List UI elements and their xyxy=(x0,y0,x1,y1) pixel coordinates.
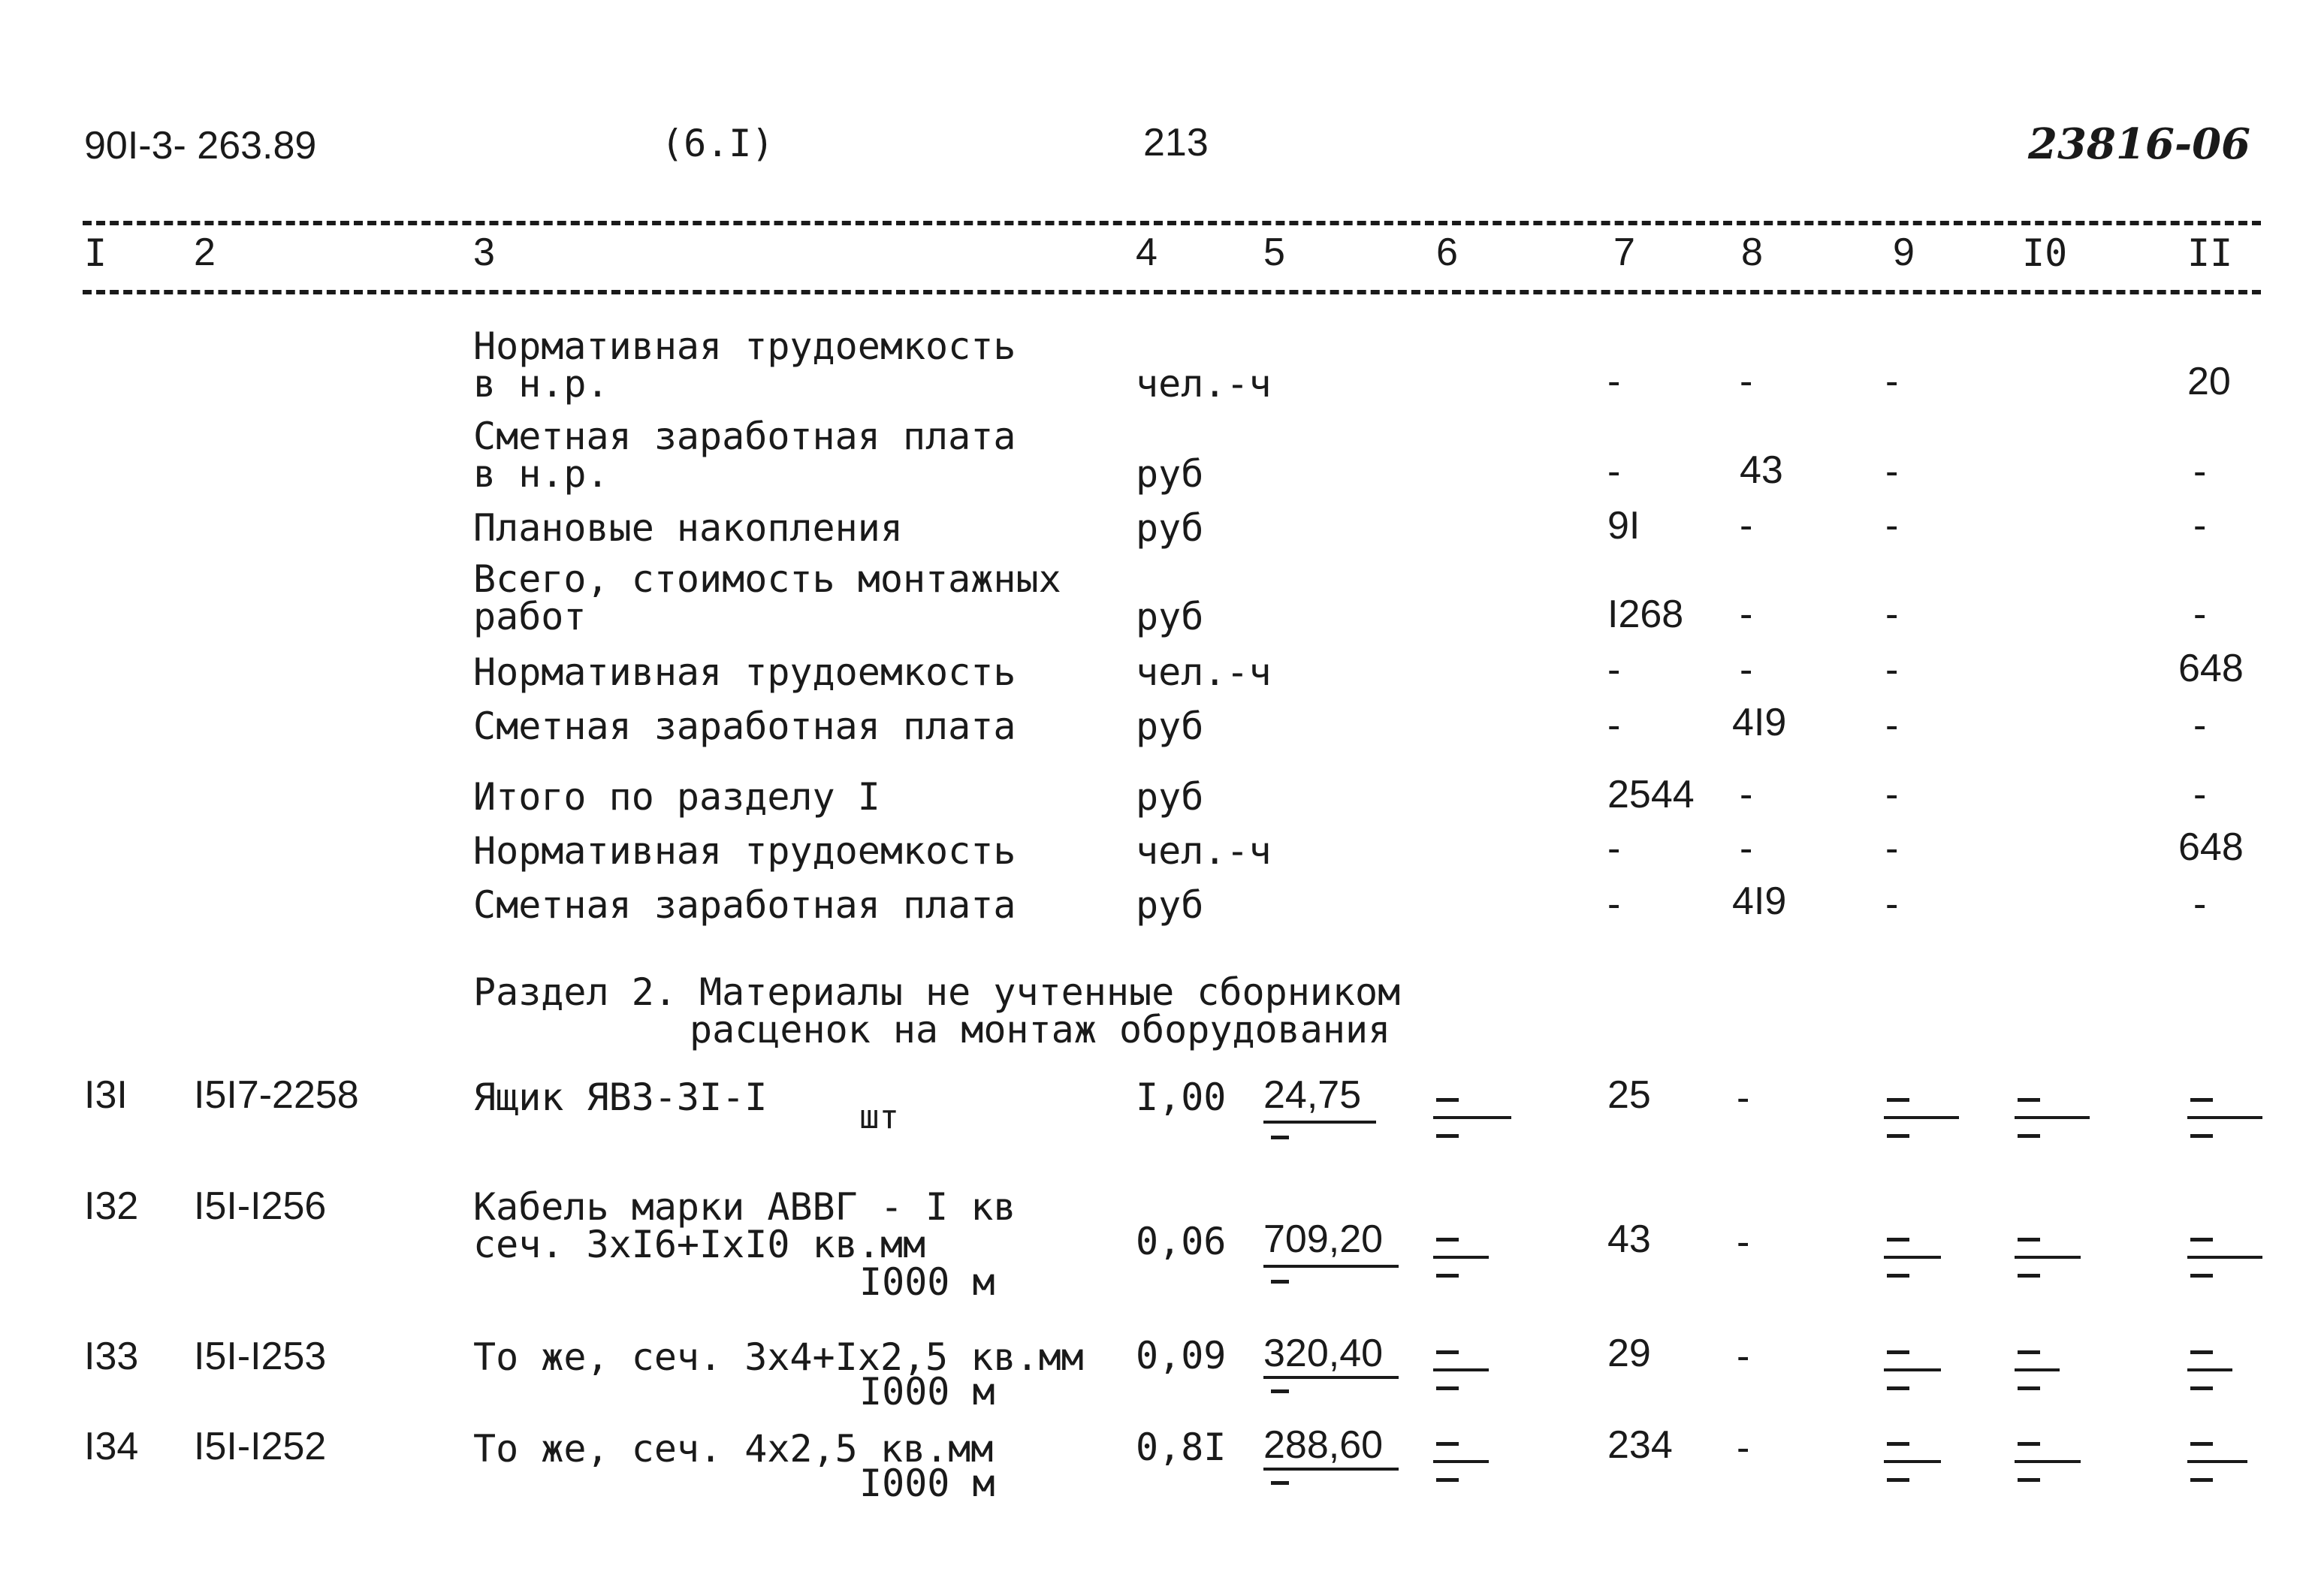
row-col7: 2544 xyxy=(1607,773,1695,816)
item-code: I5I7-2258 xyxy=(194,1073,359,1117)
item-name-line1: Кабель марки АВВГ - I кв xyxy=(473,1185,1016,1229)
column-header-8: 8 xyxy=(1741,231,1763,274)
row-col8: 43 xyxy=(1740,448,1783,492)
row-name-line1: Нормативная трудоемкость xyxy=(473,324,1016,368)
item-unit: I000 м xyxy=(859,1462,995,1505)
column-header-2: 2 xyxy=(194,231,216,274)
row-name: Нормативная трудоемкость xyxy=(473,650,1016,694)
item-total: 25 xyxy=(1607,1073,1651,1117)
fraction-dash xyxy=(1436,1350,1459,1354)
fraction-line xyxy=(1433,1460,1489,1463)
row-col9: - xyxy=(1885,648,1899,692)
row-col9: - xyxy=(1885,882,1899,926)
fraction-line xyxy=(2187,1460,2247,1463)
column-header-9: 9 xyxy=(1893,231,1915,274)
item-total: 234 xyxy=(1607,1423,1673,1467)
section-reference: (6.I) xyxy=(661,122,774,165)
row-col9: - xyxy=(1885,504,1899,548)
item-quantity: 0,09 xyxy=(1136,1334,1227,1377)
price-underline xyxy=(1263,1468,1399,1471)
fraction-dash xyxy=(1436,1478,1459,1482)
row-col7: - xyxy=(1607,704,1621,747)
fraction-line xyxy=(1433,1368,1489,1371)
fraction-line xyxy=(1884,1256,1941,1259)
fraction-line xyxy=(2015,1256,2081,1259)
row-unit: руб xyxy=(1136,452,1204,496)
fraction-dash xyxy=(1887,1386,1909,1390)
item-number: I3I xyxy=(84,1073,128,1117)
fraction-line xyxy=(1884,1116,1959,1119)
item-unit-price: 320,40 xyxy=(1263,1332,1384,1375)
fraction-dash xyxy=(1436,1134,1459,1138)
item-code: I5I-I252 xyxy=(194,1425,327,1468)
row-col11: - xyxy=(2193,593,2207,636)
row-col9: - xyxy=(1885,593,1899,636)
column-header-6: 6 xyxy=(1436,231,1458,274)
fraction-dash xyxy=(1887,1134,1909,1138)
row-col11: 20 xyxy=(2187,360,2231,403)
fraction-dash xyxy=(2190,1442,2213,1446)
item-unit-price: 288,60 xyxy=(1263,1423,1384,1467)
column-header-3: 3 xyxy=(473,231,495,274)
row-col7: - xyxy=(1607,882,1621,926)
fraction-dash xyxy=(2190,1238,2213,1242)
row-col9: - xyxy=(1885,827,1899,870)
column-header-10: I0 xyxy=(2022,231,2068,275)
fraction-dash xyxy=(1887,1442,1909,1446)
item-col8: - xyxy=(1737,1220,1750,1264)
row-col7: - xyxy=(1607,360,1621,403)
fraction-dash xyxy=(2190,1386,2213,1390)
row-col8: - xyxy=(1740,593,1753,636)
row-col9: - xyxy=(1885,360,1899,403)
price-sub-dash xyxy=(1271,1136,1289,1139)
row-unit: руб xyxy=(1136,775,1204,819)
row-name: Плановые накопления xyxy=(473,506,903,550)
fraction-dash xyxy=(1887,1350,1909,1354)
row-col9: - xyxy=(1885,773,1899,816)
row-unit: руб xyxy=(1136,883,1204,927)
section-total-label: Итого по разделу I xyxy=(473,775,880,819)
column-header-5: 5 xyxy=(1263,231,1285,274)
fraction-dash xyxy=(2018,1274,2040,1278)
fraction-line xyxy=(2015,1460,2081,1463)
row-col7: - xyxy=(1607,450,1621,493)
row-name-line1: Сметная заработная плата xyxy=(473,415,1016,458)
item-unit: I000 м xyxy=(859,1260,995,1304)
row-col11: - xyxy=(2193,450,2207,493)
item-unit-price: 709,20 xyxy=(1263,1217,1384,1261)
row-name-line2: работ xyxy=(473,595,587,638)
item-number: I34 xyxy=(84,1425,139,1468)
item-total: 43 xyxy=(1607,1217,1651,1261)
item-code: I5I-I256 xyxy=(194,1184,327,1228)
fraction-dash xyxy=(2018,1386,2040,1390)
row-name-line2: в н.р. xyxy=(473,362,609,406)
fraction-dash xyxy=(1436,1442,1459,1446)
column-header-7: 7 xyxy=(1613,231,1635,274)
item-name: То же, сеч. 4х2,5 кв.мм xyxy=(473,1427,994,1471)
archive-stamp-number: 23816-06 xyxy=(2028,119,2250,169)
row-col7: 9I xyxy=(1607,504,1640,548)
row-col8: - xyxy=(1740,360,1753,403)
row-unit: чел.-ч xyxy=(1136,362,1272,406)
fraction-dash xyxy=(2190,1274,2213,1278)
price-sub-dash xyxy=(1271,1280,1289,1284)
row-col8: - xyxy=(1740,648,1753,692)
row-unit: чел.-ч xyxy=(1136,829,1272,873)
row-name: Сметная заработная плата xyxy=(473,883,1016,927)
item-col8: - xyxy=(1737,1076,1750,1120)
fraction-dash xyxy=(2018,1478,2040,1482)
item-unit-price: 24,75 xyxy=(1263,1073,1362,1117)
fraction-dash xyxy=(1436,1386,1459,1390)
item-name: То же, сеч. 3х4+Iх2,5 кв.мм xyxy=(473,1335,1084,1379)
fraction-line xyxy=(1884,1460,1941,1463)
item-unit: I000 м xyxy=(859,1370,995,1413)
column-header-1: I xyxy=(84,231,107,275)
fraction-dash xyxy=(1887,1238,1909,1242)
section-heading-line1: Раздел 2. Материалы не учтенные сборником xyxy=(473,970,1401,1014)
fraction-dash xyxy=(2018,1350,2040,1354)
row-col9: - xyxy=(1885,450,1899,493)
row-name-line2: в н.р. xyxy=(473,452,609,496)
price-underline xyxy=(1263,1265,1399,1268)
fraction-line xyxy=(2015,1368,2060,1371)
row-name-line1: Всего, стоимость монтажных xyxy=(473,557,1061,601)
row-col8: - xyxy=(1740,773,1753,816)
row-unit: руб xyxy=(1136,704,1204,748)
fraction-dash xyxy=(1887,1098,1909,1102)
page-number: 213 xyxy=(1143,121,1209,164)
row-col8: - xyxy=(1740,504,1753,548)
fraction-line xyxy=(1884,1368,1941,1371)
item-quantity: 0,06 xyxy=(1136,1220,1227,1263)
row-name: Нормативная трудоемкость xyxy=(473,829,1016,873)
item-name: Ящик ЯВЗ-3I-I xyxy=(473,1076,768,1119)
item-name-line2: сеч. 3хI6+IхI0 кв.мм xyxy=(473,1223,926,1266)
column-header-4: 4 xyxy=(1136,231,1158,274)
fraction-line xyxy=(2015,1116,2090,1119)
fraction-dash xyxy=(1436,1274,1459,1278)
item-quantity: I,00 xyxy=(1136,1076,1227,1119)
item-number: I33 xyxy=(84,1335,139,1378)
row-col8: - xyxy=(1740,827,1753,870)
fraction-dash xyxy=(2018,1134,2040,1138)
item-unit: шт xyxy=(859,1098,899,1136)
item-code: I5I-I253 xyxy=(194,1335,327,1378)
fraction-dash xyxy=(1887,1478,1909,1482)
item-quantity: 0,8I xyxy=(1136,1426,1227,1469)
row-col11: - xyxy=(2193,504,2207,548)
row-col11: - xyxy=(2193,773,2207,816)
fraction-dash xyxy=(2190,1098,2213,1102)
fraction-dash xyxy=(2190,1478,2213,1482)
price-underline xyxy=(1263,1121,1376,1124)
price-underline xyxy=(1263,1376,1399,1379)
fraction-dash xyxy=(2018,1098,2040,1102)
price-sub-dash xyxy=(1271,1389,1289,1393)
fraction-dash xyxy=(2190,1350,2213,1354)
row-col8: 4I9 xyxy=(1732,879,1787,923)
row-unit: чел.-ч xyxy=(1136,650,1272,694)
item-total: 29 xyxy=(1607,1332,1651,1375)
row-unit: руб xyxy=(1136,595,1204,638)
fraction-line xyxy=(1433,1116,1511,1119)
price-sub-dash xyxy=(1271,1481,1289,1485)
header-top-rule xyxy=(83,221,2261,225)
fraction-dash xyxy=(2190,1134,2213,1138)
row-col11: - xyxy=(2193,882,2207,926)
row-col9: - xyxy=(1885,704,1899,747)
item-col8: - xyxy=(1737,1426,1750,1470)
row-unit: руб xyxy=(1136,506,1204,550)
fraction-dash xyxy=(1436,1098,1459,1102)
item-number: I32 xyxy=(84,1184,139,1228)
fraction-dash xyxy=(2018,1442,2040,1446)
fraction-dash xyxy=(1887,1274,1909,1278)
header-bottom-rule xyxy=(83,290,2261,294)
row-col7: - xyxy=(1607,827,1621,870)
document-code: 90I-3- 263.89 xyxy=(84,124,317,167)
row-col11: - xyxy=(2193,704,2207,747)
column-header-11: II xyxy=(2187,231,2233,275)
row-col11: 648 xyxy=(2178,647,2244,690)
row-name: Сметная заработная плата xyxy=(473,704,1016,748)
fraction-dash xyxy=(1436,1238,1459,1242)
row-col7: - xyxy=(1607,648,1621,692)
row-col8: 4I9 xyxy=(1732,701,1787,744)
item-col8: - xyxy=(1737,1335,1750,1378)
fraction-line xyxy=(1433,1256,1489,1259)
row-col11: 648 xyxy=(2178,825,2244,869)
fraction-dash xyxy=(2018,1238,2040,1242)
fraction-line xyxy=(2187,1368,2232,1371)
row-col7: I268 xyxy=(1607,593,1684,636)
section-heading-line2: расценок на монтаж оборудования xyxy=(690,1008,1391,1051)
fraction-line xyxy=(2187,1116,2262,1119)
fraction-line xyxy=(2187,1256,2262,1259)
